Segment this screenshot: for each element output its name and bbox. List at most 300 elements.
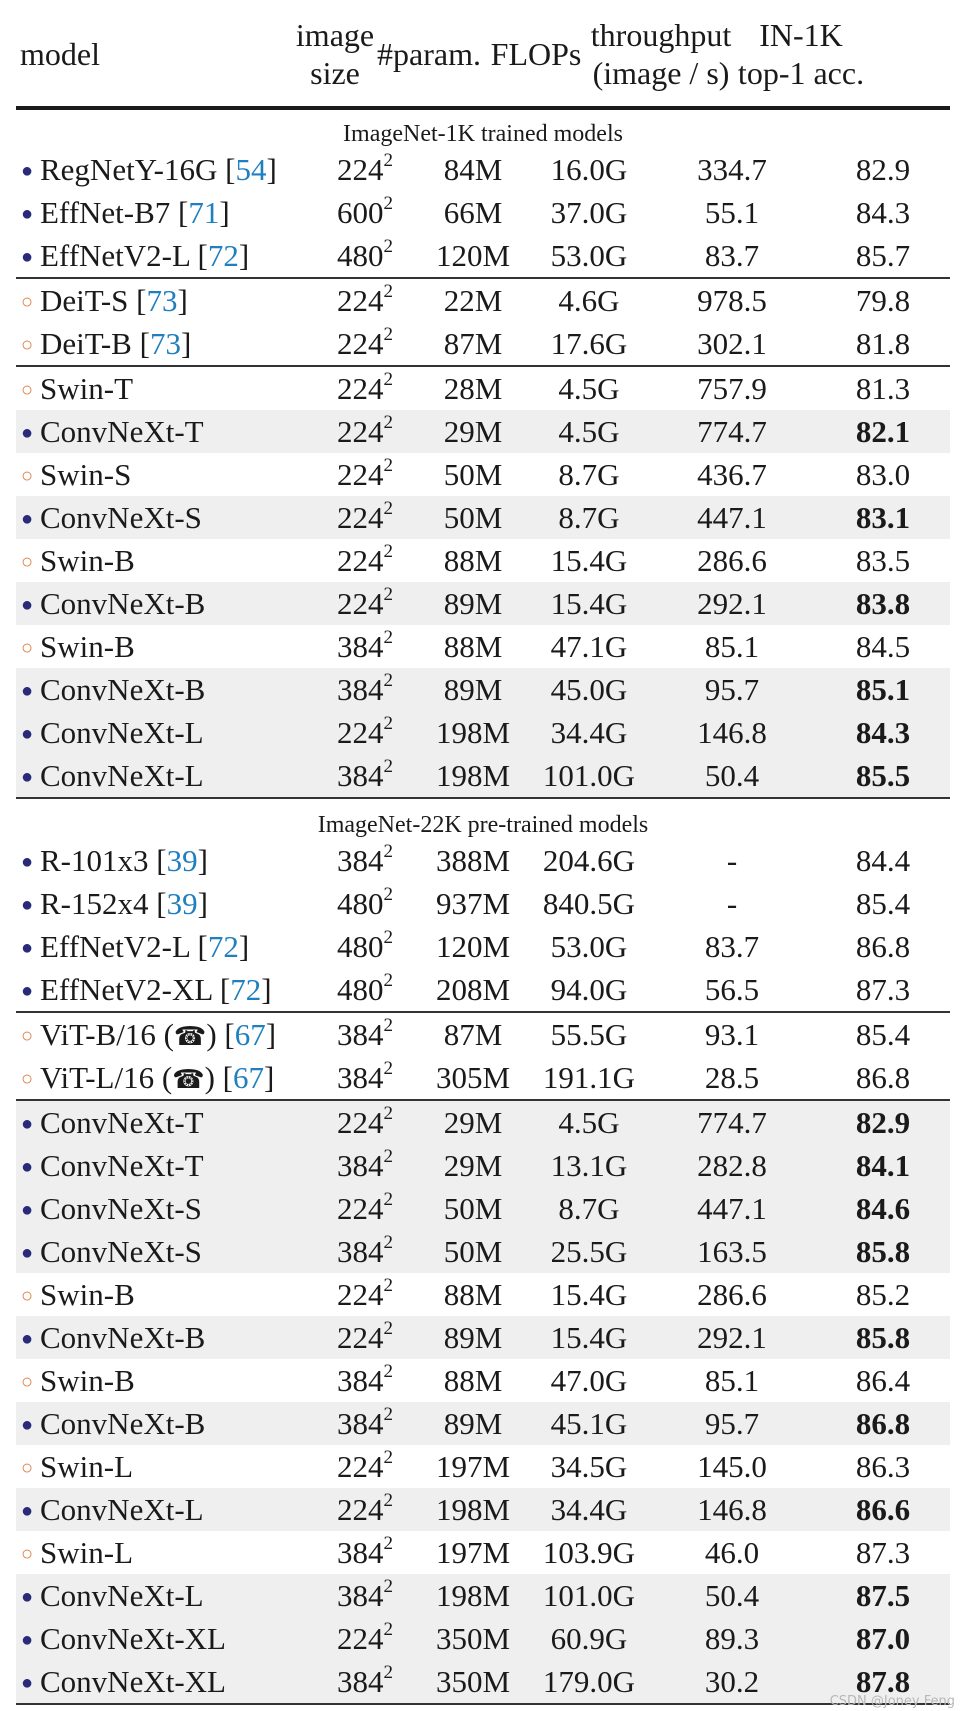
image-size-cell (314, 882, 416, 925)
flops-cell: 8.7G (558, 457, 620, 492)
accuracy-cell: 85.4 (855, 1017, 911, 1052)
model-name: ConvNeXt-B (40, 672, 206, 707)
convnet-marker-icon: ● (20, 851, 34, 873)
convnet-marker-icon: ● (20, 1156, 34, 1178)
model-cell (20, 625, 135, 673)
transformer-marker-icon: ○ (20, 1457, 34, 1479)
image-size-exponent: 2 (383, 497, 393, 519)
image-size: 384 (337, 1406, 384, 1441)
flops-cell: 25.5G (550, 1234, 628, 1269)
accuracy-cell: 87.3 (855, 972, 911, 1007)
accuracy-cell: 86.6 (855, 1492, 911, 1527)
params-cell: 50M (443, 457, 503, 492)
convnet-marker-icon: ● (20, 1328, 34, 1350)
section-title: ImageNet-1K trained models (343, 121, 623, 147)
throughput-cell: 146.8 (697, 715, 767, 750)
image-size-cell (314, 1574, 416, 1617)
model-name: ViT-L/16 (☎) (40, 1060, 215, 1095)
table-row (16, 754, 950, 799)
flops-cell: 47.1G (550, 629, 628, 664)
image-size-exponent: 2 (383, 1188, 393, 1210)
image-size-exponent: 2 (383, 540, 393, 562)
flops-cell: 4.5G (558, 371, 620, 406)
model-cell (20, 754, 204, 802)
table-row (16, 882, 950, 925)
table-row (16, 1445, 950, 1488)
accuracy-cell: 86.8 (855, 1060, 911, 1095)
model-name: ConvNeXt-B (40, 1320, 206, 1355)
image-size: 224 (337, 1492, 384, 1527)
accuracy-cell: 87.8 (855, 1664, 911, 1699)
table-row (16, 625, 950, 668)
header-accuracy-line1: IN-1K (759, 17, 843, 53)
model-cell (20, 1402, 205, 1450)
image-size-cell (314, 754, 416, 797)
params-cell: 197M (435, 1535, 511, 1570)
image-size-exponent: 2 (383, 1403, 393, 1425)
params-cell: 50M (443, 500, 503, 535)
header-flops: FLOPs (490, 36, 582, 72)
table-row (16, 1660, 950, 1705)
convnet-marker-icon: ● (20, 160, 34, 182)
params-cell: 50M (443, 1191, 503, 1226)
citation-ref: 72 (207, 238, 239, 273)
convnet-marker-icon: ● (20, 680, 34, 702)
flops-cell: 37.0G (550, 195, 628, 230)
throughput-cell: 95.7 (704, 672, 760, 707)
flops-cell: 101.0G (542, 1578, 636, 1613)
throughput-cell: 46.0 (704, 1535, 760, 1570)
flops-cell: 4.5G (558, 1105, 620, 1140)
params-cell: 28M (443, 371, 503, 406)
throughput-cell: - (726, 843, 738, 878)
table-row (16, 1144, 950, 1187)
citation-ref: 72 (207, 929, 239, 964)
params-cell: 88M (443, 1277, 503, 1312)
throughput-cell: 286.6 (697, 543, 767, 578)
image-size-exponent: 2 (383, 454, 393, 476)
params-cell: 120M (435, 238, 511, 273)
params-cell: 198M (435, 1492, 511, 1527)
image-size-cell (314, 1402, 416, 1445)
throughput-cell: 50.4 (704, 758, 760, 793)
model-cell: ○ ViT-L/16 (☎) [67] (20, 1056, 274, 1104)
image-size-cell (314, 234, 416, 277)
header-accuracy (732, 16, 870, 92)
accuracy-cell: 84.3 (855, 715, 911, 750)
params-cell: 50M (443, 1234, 503, 1269)
table-row (16, 277, 950, 322)
flops-cell: 15.4G (550, 1320, 628, 1355)
model-cell (20, 582, 205, 630)
throughput-cell: 89.3 (704, 1621, 760, 1656)
table-row (16, 968, 950, 1011)
image-size-exponent: 2 (383, 280, 393, 302)
model-cell (20, 1101, 204, 1149)
image-size-exponent: 2 (383, 1618, 393, 1640)
flops-cell: 53.0G (550, 929, 628, 964)
model-cell (20, 1531, 133, 1579)
image-size: 384 (337, 1578, 384, 1613)
image-size: 480 (337, 886, 384, 921)
table-row (16, 365, 950, 410)
image-size-cell (314, 1273, 416, 1316)
params-cell: 66M (443, 195, 503, 230)
convnet-marker-icon: ● (20, 1586, 34, 1608)
phone-icon: ☎ (173, 1022, 207, 1052)
flops-cell: 16.0G (550, 152, 628, 187)
image-size-exponent: 2 (383, 840, 393, 862)
params-cell: 388M (435, 843, 511, 878)
model-cell: ● EffNet-B7 [71] (20, 191, 230, 239)
image-size-exponent: 2 (383, 1661, 393, 1683)
flops-cell: 34.4G (550, 1492, 628, 1527)
convnet-marker-icon: ● (20, 508, 34, 530)
transformer-marker-icon: ○ (20, 637, 34, 659)
image-size-exponent: 2 (383, 1489, 393, 1511)
image-size-cell (314, 711, 416, 754)
throughput-cell: 30.2 (704, 1664, 760, 1699)
image-size: 384 (337, 1363, 384, 1398)
params-cell: 350M (435, 1621, 511, 1656)
model-cell (20, 367, 133, 415)
throughput-cell: 774.7 (697, 1105, 767, 1140)
image-size: 224 (337, 283, 384, 318)
accuracy-cell: 81.8 (855, 326, 911, 361)
accuracy-cell: 85.8 (855, 1234, 911, 1269)
results-table (16, 0, 950, 1705)
params-cell: 22M (443, 283, 503, 318)
accuracy-cell: 84.6 (855, 1191, 911, 1226)
image-size-exponent: 2 (383, 712, 393, 734)
image-size-cell (314, 367, 416, 410)
flops-cell: 47.0G (550, 1363, 628, 1398)
model-name: Swin-T (40, 371, 133, 406)
params-cell: 88M (443, 1363, 503, 1398)
model-name: ConvNeXt-B (40, 586, 206, 621)
image-size: 384 (337, 1060, 384, 1095)
model-name: EffNetV2-L (40, 238, 190, 273)
table-row (16, 839, 950, 882)
image-size: 224 (337, 1191, 384, 1226)
model-cell: ○ DeiT-S [73] (20, 279, 188, 327)
flops-cell: 60.9G (550, 1621, 628, 1656)
accuracy-cell: 83.8 (855, 586, 911, 621)
flops-cell: 45.0G (550, 672, 628, 707)
throughput-cell: 163.5 (697, 1234, 767, 1269)
model-name: ConvNeXt-T (40, 414, 204, 449)
model-name: DeiT-B (40, 326, 132, 361)
table-row (16, 1359, 950, 1402)
throughput-cell: 757.9 (697, 371, 767, 406)
image-size-exponent: 2 (383, 1145, 393, 1167)
flops-cell: 34.5G (550, 1449, 628, 1484)
header-params: #param. (377, 36, 481, 72)
model-cell (20, 1230, 202, 1278)
throughput-cell: 146.8 (697, 1492, 767, 1527)
image-size-exponent: 2 (383, 411, 393, 433)
image-size-cell (314, 1101, 416, 1144)
params-cell: 87M (443, 326, 503, 361)
model-cell (20, 539, 135, 587)
throughput-cell: 436.7 (697, 457, 767, 492)
image-size-cell (314, 968, 416, 1011)
model-name: Swin-L (40, 1449, 133, 1484)
image-size: 384 (337, 1535, 384, 1570)
image-size-exponent: 2 (383, 1446, 393, 1468)
flops-cell: 8.7G (558, 500, 620, 535)
model-name: ConvNeXt-XL (40, 1621, 226, 1656)
table-row (16, 191, 950, 234)
convnet-marker-icon: ● (20, 1242, 34, 1264)
params-cell: 198M (435, 758, 511, 793)
transformer-marker-icon: ○ (20, 1371, 34, 1393)
image-size-cell (314, 1013, 416, 1056)
phone-icon: ☎ (172, 1065, 205, 1095)
accuracy-cell: 86.4 (855, 1363, 911, 1398)
table-row (16, 1574, 950, 1617)
image-size-exponent: 2 (383, 883, 393, 905)
image-size-cell (314, 839, 416, 882)
image-size: 384 (337, 1234, 384, 1269)
image-size: 224 (337, 500, 384, 535)
throughput-cell: 28.5 (704, 1060, 760, 1095)
flops-cell: 13.1G (550, 1148, 628, 1183)
image-size: 224 (337, 586, 384, 621)
image-size: 224 (337, 1277, 384, 1312)
convnet-marker-icon: ● (20, 766, 34, 788)
image-size-exponent: 2 (383, 149, 393, 171)
flops-cell: 204.6G (542, 843, 636, 878)
convnet-marker-icon: ● (20, 1672, 34, 1694)
image-size: 224 (337, 1320, 384, 1355)
image-size: 224 (337, 152, 384, 187)
image-size-cell (314, 1316, 416, 1359)
throughput-cell: 447.1 (697, 500, 767, 535)
model-cell: ● EffNetV2-XL [72] (20, 968, 272, 1016)
flops-cell: 4.6G (558, 283, 620, 318)
image-size-cell (314, 625, 416, 668)
table-row (16, 1617, 950, 1660)
model-cell: ● R-101x3 [39] (20, 839, 208, 887)
model-name: DeiT-S (40, 283, 129, 318)
table-row (16, 711, 950, 754)
accuracy-cell: 82.9 (855, 1105, 911, 1140)
flops-cell: 840.5G (542, 886, 636, 921)
params-cell: 208M (435, 972, 511, 1007)
citation-ref: 73 (146, 283, 178, 318)
table-row (16, 582, 950, 625)
citation-ref: 73 (149, 326, 181, 361)
params-cell: 197M (435, 1449, 511, 1484)
throughput-cell: 978.5 (697, 283, 767, 318)
image-size: 224 (337, 1105, 384, 1140)
flops-cell: 103.9G (542, 1535, 636, 1570)
image-size: 224 (337, 543, 384, 578)
header-image-size (290, 16, 380, 92)
params-cell: 89M (443, 672, 503, 707)
table-row (16, 1273, 950, 1316)
image-size-exponent: 2 (383, 192, 393, 214)
image-size-exponent: 2 (383, 1317, 393, 1339)
accuracy-cell: 84.5 (855, 629, 911, 664)
convnet-marker-icon: ● (20, 1113, 34, 1135)
model-cell (20, 496, 202, 544)
image-size-exponent: 2 (383, 1274, 393, 1296)
model-cell (20, 711, 204, 759)
model-name: Swin-B (40, 543, 135, 578)
table-row (16, 1531, 950, 1574)
accuracy-cell: 83.0 (855, 457, 911, 492)
image-size: 480 (337, 972, 384, 1007)
params-cell: 29M (443, 414, 503, 449)
convnet-marker-icon: ● (20, 422, 34, 444)
image-size-cell (314, 1230, 416, 1273)
image-size: 384 (337, 1148, 384, 1183)
image-size-exponent: 2 (383, 323, 393, 345)
model-name: Swin-B (40, 629, 135, 664)
image-size-cell (314, 191, 416, 234)
transformer-marker-icon: ○ (20, 1025, 34, 1047)
model-cell: ● R-152x4 [39] (20, 882, 208, 930)
table-row (16, 1402, 950, 1445)
model-cell (20, 1187, 202, 1235)
image-size-cell (314, 1660, 416, 1703)
image-size-exponent: 2 (383, 235, 393, 257)
image-size-cell (314, 148, 416, 191)
image-size-exponent: 2 (383, 1532, 393, 1554)
flops-cell: 15.4G (550, 1277, 628, 1312)
throughput-cell: 282.8 (697, 1148, 767, 1183)
citation-ref: 54 (235, 152, 267, 187)
model-cell (20, 1144, 204, 1192)
image-size-exponent: 2 (383, 1360, 393, 1382)
model-cell (20, 1617, 226, 1665)
accuracy-cell: 82.1 (855, 414, 911, 449)
throughput-cell: 302.1 (697, 326, 767, 361)
citation-ref: 39 (166, 886, 198, 921)
transformer-marker-icon: ○ (20, 1285, 34, 1307)
accuracy-cell: 83.5 (855, 543, 911, 578)
header-throughput-line2: (image / s) (592, 55, 730, 91)
accuracy-cell: 86.8 (855, 1406, 911, 1441)
flops-cell: 55.5G (550, 1017, 628, 1052)
table-row (16, 1230, 950, 1273)
image-size: 384 (337, 758, 384, 793)
params-cell: 87M (443, 1017, 503, 1052)
params-cell: 88M (443, 543, 503, 578)
convnet-marker-icon: ● (20, 246, 34, 268)
citation-ref: 39 (166, 843, 198, 878)
model-cell (20, 1316, 205, 1364)
model-name: ConvNeXt-L (40, 715, 204, 750)
image-size: 384 (337, 629, 384, 664)
convnet-marker-icon: ● (20, 594, 34, 616)
model-name: ConvNeXt-S (40, 1191, 202, 1226)
params-cell: 88M (443, 629, 503, 664)
throughput-cell: 292.1 (697, 586, 767, 621)
image-size-cell (314, 1488, 416, 1531)
model-name: Swin-L (40, 1535, 133, 1570)
flops-cell: 34.4G (550, 715, 628, 750)
params-cell: 198M (435, 1578, 511, 1613)
model-cell (20, 1488, 204, 1536)
flops-cell: 179.0G (542, 1664, 636, 1699)
model-name: EffNetV2-XL (40, 972, 213, 1007)
image-size-cell (314, 1531, 416, 1574)
image-size-exponent: 2 (383, 1102, 393, 1124)
model-cell (20, 1359, 135, 1407)
image-size-cell (314, 453, 416, 496)
table-row (16, 1187, 950, 1230)
table-row (16, 453, 950, 496)
accuracy-cell: 79.8 (855, 283, 911, 318)
model-cell (20, 668, 205, 716)
throughput-cell: 93.1 (704, 1017, 760, 1052)
accuracy-cell: 84.3 (855, 195, 911, 230)
convnet-marker-icon: ● (20, 894, 34, 916)
image-size-cell (314, 925, 416, 968)
table-row (16, 1011, 950, 1056)
image-size-cell (314, 1359, 416, 1402)
image-size-cell (314, 1144, 416, 1187)
model-cell (20, 1660, 226, 1708)
convnet-marker-icon: ● (20, 1199, 34, 1221)
image-size: 224 (337, 715, 384, 750)
throughput-cell: 95.7 (704, 1406, 760, 1441)
flops-cell: 8.7G (558, 1191, 620, 1226)
table-row (16, 148, 950, 191)
table-row (16, 1316, 950, 1359)
model-name: ConvNeXt-S (40, 500, 202, 535)
throughput-cell: 145.0 (697, 1449, 767, 1484)
model-cell (20, 1445, 133, 1493)
header-image-size-line1: image (295, 17, 375, 53)
table-row (16, 234, 950, 277)
accuracy-cell: 86.3 (855, 1449, 911, 1484)
image-size-exponent: 2 (383, 969, 393, 991)
flops-cell: 45.1G (550, 1406, 628, 1441)
accuracy-cell: 85.8 (855, 1320, 911, 1355)
transformer-marker-icon: ○ (20, 379, 34, 401)
throughput-cell: 56.5 (704, 972, 760, 1007)
accuracy-cell: 85.4 (855, 886, 911, 921)
throughput-cell: 85.1 (704, 1363, 760, 1398)
image-size: 480 (337, 929, 384, 964)
throughput-cell: 774.7 (697, 414, 767, 449)
accuracy-cell: 87.3 (855, 1535, 911, 1570)
params-cell: 84M (443, 152, 503, 187)
convnet-marker-icon: ● (20, 1629, 34, 1651)
image-size: 224 (337, 414, 384, 449)
accuracy-cell: 85.2 (855, 1277, 911, 1312)
params-cell: 89M (443, 586, 503, 621)
accuracy-cell: 84.4 (855, 843, 911, 878)
image-size-cell (314, 668, 416, 711)
image-size-exponent: 2 (383, 626, 393, 648)
accuracy-cell: 85.5 (855, 758, 911, 793)
model-name: Swin-B (40, 1277, 135, 1312)
params-cell: 120M (435, 929, 511, 964)
convnet-marker-icon: ● (20, 723, 34, 745)
params-cell: 89M (443, 1320, 503, 1355)
image-size-cell (314, 279, 416, 322)
model-name: EffNetV2-L (40, 929, 190, 964)
header-accuracy-line2: top-1 acc. (737, 55, 865, 91)
model-name: Swin-B (40, 1363, 135, 1398)
accuracy-cell: 86.8 (855, 929, 911, 964)
table-row (16, 539, 950, 582)
